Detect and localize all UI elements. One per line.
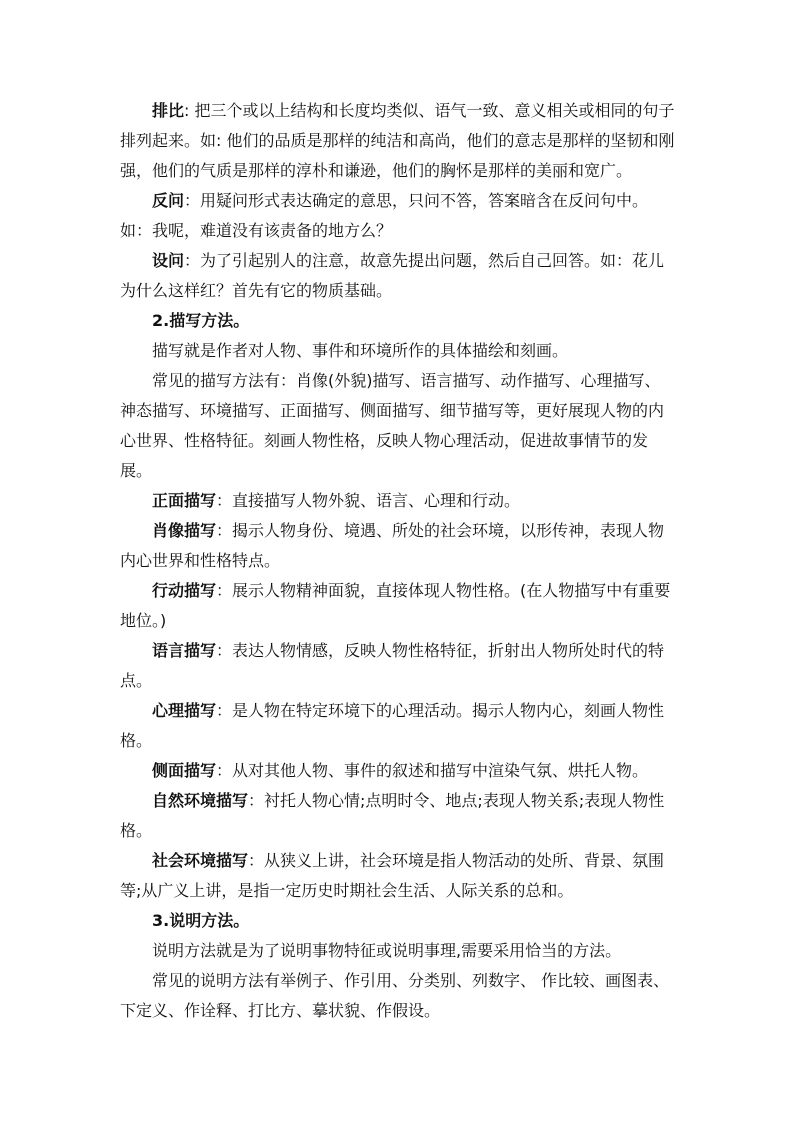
paragraph-action-description <box>120 576 676 636</box>
term-separator: ： <box>216 491 233 510</box>
term-separator: ： <box>216 521 233 540</box>
paragraph-text: 直接描写人物外貌、语言、心理和行动。 <box>232 491 521 510</box>
paragraph-text: 表达人物情感，反映人物性格特征，折射出人物所处时代的特点。 <box>120 641 665 690</box>
term-label: 正面描写 <box>152 491 217 510</box>
paragraph-text: 是人物在特定环境下的心理活动。揭示人物内心，刻画人物性格。 <box>120 701 665 750</box>
paragraph-text: 从对其他人物、事件的叙述和描写中渲染气氛、烘托人物。 <box>232 761 649 780</box>
paragraph-text: 衬托人物心情;点明时令、地点;表现人物关系;表现人物性格。 <box>120 791 665 840</box>
paragraph-description-definition <box>120 336 676 366</box>
paragraph-text: 从狭义上讲，社会环境是指人物活动的处所、背景、氛围等;从广义上讲，是指一定历史时期社会生活、人际关系的总和。 <box>120 851 665 900</box>
term-label: 反问 <box>152 191 185 210</box>
term-label: 肖像描写 <box>152 521 217 540</box>
paragraph-text: 用疑问形式表达确定的意思，只问不答，答案暗含在反问句中。如：我呢，难道没有该责备的地方么？ <box>120 191 649 240</box>
paragraph-explanation-methods <box>120 966 676 1026</box>
term-label: 侧面描写 <box>152 761 217 780</box>
term-separator: ： <box>248 851 265 870</box>
term-separator: ： <box>216 701 233 720</box>
paragraph-text: 描写就是作者对人物、事件和环境所作的具体描绘和刻画。 <box>152 341 569 360</box>
paragraph-text: 揭示人物身份、境遇、所处的社会环境，以形传神，表现人物内心世界和性格特点。 <box>120 521 665 570</box>
paragraph-portrait-description <box>120 516 676 576</box>
paragraph-fanwen <box>120 186 676 246</box>
paragraph-paibi <box>120 96 676 186</box>
paragraph-psychological-description <box>120 696 676 756</box>
document-body <box>120 96 676 1026</box>
term-label: 设问 <box>152 251 185 270</box>
term-separator: ： <box>184 191 201 210</box>
section-heading-description <box>120 306 676 336</box>
section-heading-explanation <box>120 906 676 936</box>
term-label: 心理描写 <box>152 701 217 720</box>
section-heading-text: 3.说明方法。 <box>152 911 250 930</box>
paragraph-text: 常见的说明方法有举例子、作引用、分类别、列数字、 作比较、画图表、下定义、作诠释、打比方、摹状貌、作假设。 <box>120 971 670 1020</box>
paragraph-explanation-definition <box>120 936 676 966</box>
term-label: 排比 <box>152 101 185 120</box>
term-separator: ： <box>248 791 265 810</box>
paragraph-description-methods <box>120 366 676 486</box>
paragraph-social-environment <box>120 846 676 906</box>
paragraph-natural-environment <box>120 786 676 846</box>
term-separator: ： <box>216 761 233 780</box>
term-label: 语言描写 <box>152 641 217 660</box>
paragraph-shewen <box>120 246 676 306</box>
term-label: 社会环境描写 <box>152 851 249 870</box>
term-separator: : <box>184 101 195 120</box>
paragraph-text: 把三个或以上结构和长度均类似、语气一致、意义相关或相同的句子排列起来。如: 他们的品质是那样的纯洁和高尚，他们的意志是那样的坚韧和刚强，他们的气质是那样的淳朴和谦逊，他们的胸怀是那样的美丽和宽广。 <box>120 101 675 180</box>
term-label: 自然环境描写 <box>152 791 249 810</box>
term-separator: ： <box>184 251 201 270</box>
term-separator: ： <box>216 581 233 600</box>
term-label: 行动描写 <box>152 581 217 600</box>
paragraph-text: 展示人物精神面貌，直接体现人物性格。(在人物描写中有重要地位。) <box>120 581 671 630</box>
paragraph-indirect-description <box>120 756 676 786</box>
paragraph-text: 为了引起别人的注意，故意先提出问题，然后自己回答。如：花儿为什么这样红？首先有它的物质基础。 <box>120 251 665 300</box>
section-heading-text: 2.描写方法。 <box>152 311 250 330</box>
term-separator: ： <box>216 641 233 660</box>
paragraph-direct-description <box>120 486 676 516</box>
paragraph-language-description <box>120 636 676 696</box>
paragraph-text: 说明方法就是为了说明事物特征或说明事理,需要采用恰当的方法。 <box>152 941 622 960</box>
paragraph-text: 常见的描写方法有：肖像(外貌)描写、语言描写、动作描写、心理描写、神态描写、环境描写、正面描写、侧面描写、细节描写等，更好展现人物的内心世界、性格特征。刻画人物性格，反映人物心理活动，促进故事情节的发展。 <box>120 371 665 480</box>
